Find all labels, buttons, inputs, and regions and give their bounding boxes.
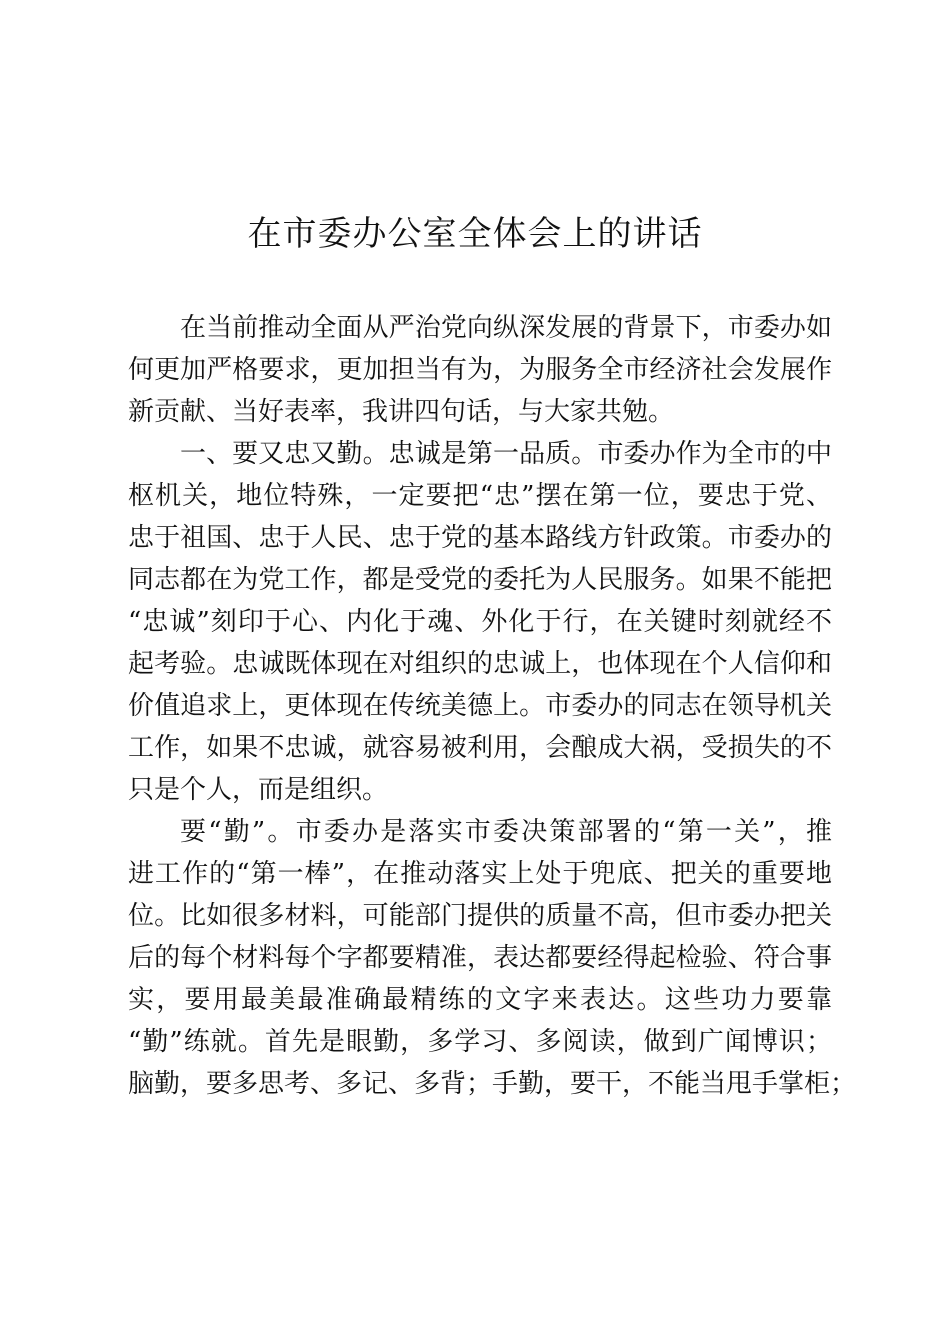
paragraph-2-line-9: 只是个人，而是组织。 [128,775,389,805]
paragraph-3-line-5: 实，要用最美最准确最精练的文字来表达。这些功力要靠 [128,985,832,1015]
paragraph-1-line-1: 在当前推动全面从严治党向纵深发展的背景下，市委办如 [180,313,832,343]
paragraph-2-line-3: 忠于祖国、忠于人民、忠于党的基本路线方针政策。市委办的 [128,523,832,553]
paragraph-3-line-7: 脑勤，要多思考、多记、多背；手勤，要干，不能当甩手掌柜； [128,1069,857,1099]
document-title: 在市委办公室全体会上的讲话 [247,214,703,254]
paragraph-1-line-2: 何更加严格要求，更加担当有为，为服务全市经济社会发展作 [128,355,832,385]
paragraph-2-line-6: 起考验。忠诚既体现在对组织的忠诚上，也体现在个人信仰和 [128,649,832,679]
paragraph-2-line-2: 枢机关，地位特殊，一定要把“忠”摆在第一位，要忠于党、 [128,481,832,511]
paragraph-2-line-7: 价值追求上，更体现在传统美德上。市委办的同志在领导机关 [128,691,832,721]
paragraph-2-line-5: “忠诚”刻印于心、内化于魂、外化于行，在关键时刻就经不 [128,607,832,637]
paragraph-3-line-1: 要“勤”。市委办是落实市委决策部署的“第一关”，推 [180,817,832,847]
paragraph-1-line-3: 新贡献、当好表率，我讲四句话，与大家共勉。 [128,397,675,427]
paragraph-2-line-1: 一、要又忠又勤。忠诚是第一品质。市委办作为全市的中 [180,439,832,469]
paragraph-3-line-6: “勤”练就。首先是眼勤，多学习、多阅读，做到广闻博识； [128,1027,832,1057]
paragraph-2-line-8: 工作，如果不忠诚，就容易被利用，会酿成大祸，受损失的不 [128,733,832,763]
paragraph-3-line-3: 位。比如很多材料，可能部门提供的质量不高，但市委办把关 [128,901,832,931]
paragraph-3-line-4: 后的每个材料每个字都要精准，表达都要经得起检验、符合事 [128,943,832,973]
paragraph-2-line-4: 同志都在为党工作，都是受党的委托为人民服务。如果不能把 [128,565,832,595]
paragraph-3-line-2: 进工作的“第一棒”，在推动落实上处于兜底、把关的重要地 [128,859,832,889]
